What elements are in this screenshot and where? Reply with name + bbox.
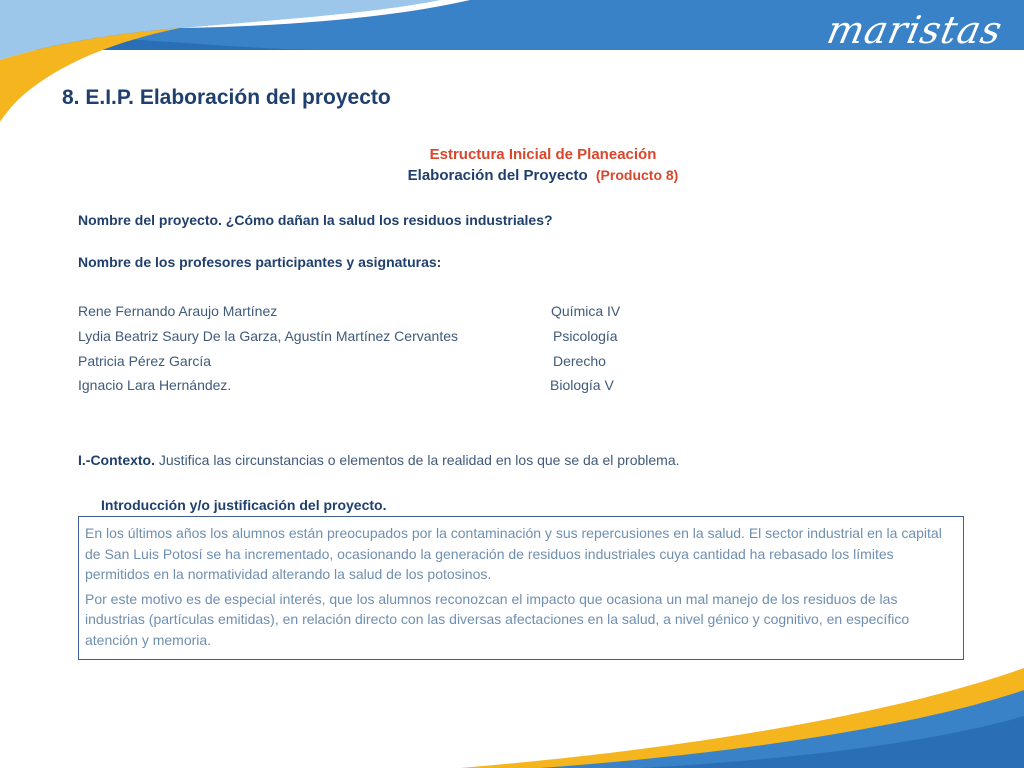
product-label: (Producto 8)	[595, 167, 679, 183]
teacher-subject: Biología V	[550, 377, 614, 393]
subheading-text: Elaboración del Proyecto	[407, 167, 588, 184]
teacher-subject: Psicología	[553, 328, 618, 344]
document-heading: Estructura Inicial de Planeación	[429, 146, 657, 163]
teacher-name: Patricia Pérez García	[78, 353, 212, 369]
slide-title: 8. E.I.P. Elaboración del proyecto	[62, 86, 391, 109]
project-name: Nombre del proyecto. ¿Cómo dañan la salud los residuos industriales?	[78, 212, 553, 228]
teacher-subject: Derecho	[553, 353, 606, 369]
context-label: I.-Contexto.	[78, 452, 155, 468]
teacher-name: Rene Fernando Araujo Martínez	[78, 303, 278, 319]
intro-paragraph: En los últimos años los alumnos están preocupados por la contaminación y sus repercusiones en la salud. El sector industrial en la capital de San Luis Potosí se ha incrementado, ocasionando la generación de residuos industriales cuya cantidad ha rebasado los límites permitidos en la normatividad alterando la salud de los potosinos.	[85, 525, 942, 582]
teacher-name: Ignacio Lara Hernández.	[78, 377, 232, 393]
context-line	[78, 452, 680, 468]
teacher-subject: Química IV	[551, 303, 621, 319]
cropped-mark	[882, 118, 952, 130]
teacher-name: Lydia Beatriz Saury De la Garza, Agustín Martínez Cervantes	[78, 328, 458, 344]
intro-paragraph: Por este motivo es de especial interés, que los alumnos reconozcan el impacto que ocasiona un mal manejo de los residuos de las industrias (partículas emitidas), en relación directo con las diversas afectaciones en la salud, a nivel génico y cognitivo, en específico atención y memoria.	[85, 590, 910, 648]
teachers-label: Nombre de los profesores participantes y asignaturas:	[78, 254, 442, 270]
intro-label: Introducción y/o justificación del proyecto.	[101, 497, 387, 513]
document-subheading	[0, 167, 1024, 184]
intro-textbox	[78, 516, 964, 660]
context-text: Justifica las circunstancias o elementos de la realidad en los que se da el problema.	[155, 452, 680, 468]
maristas-logo: maristas	[823, 8, 1007, 52]
